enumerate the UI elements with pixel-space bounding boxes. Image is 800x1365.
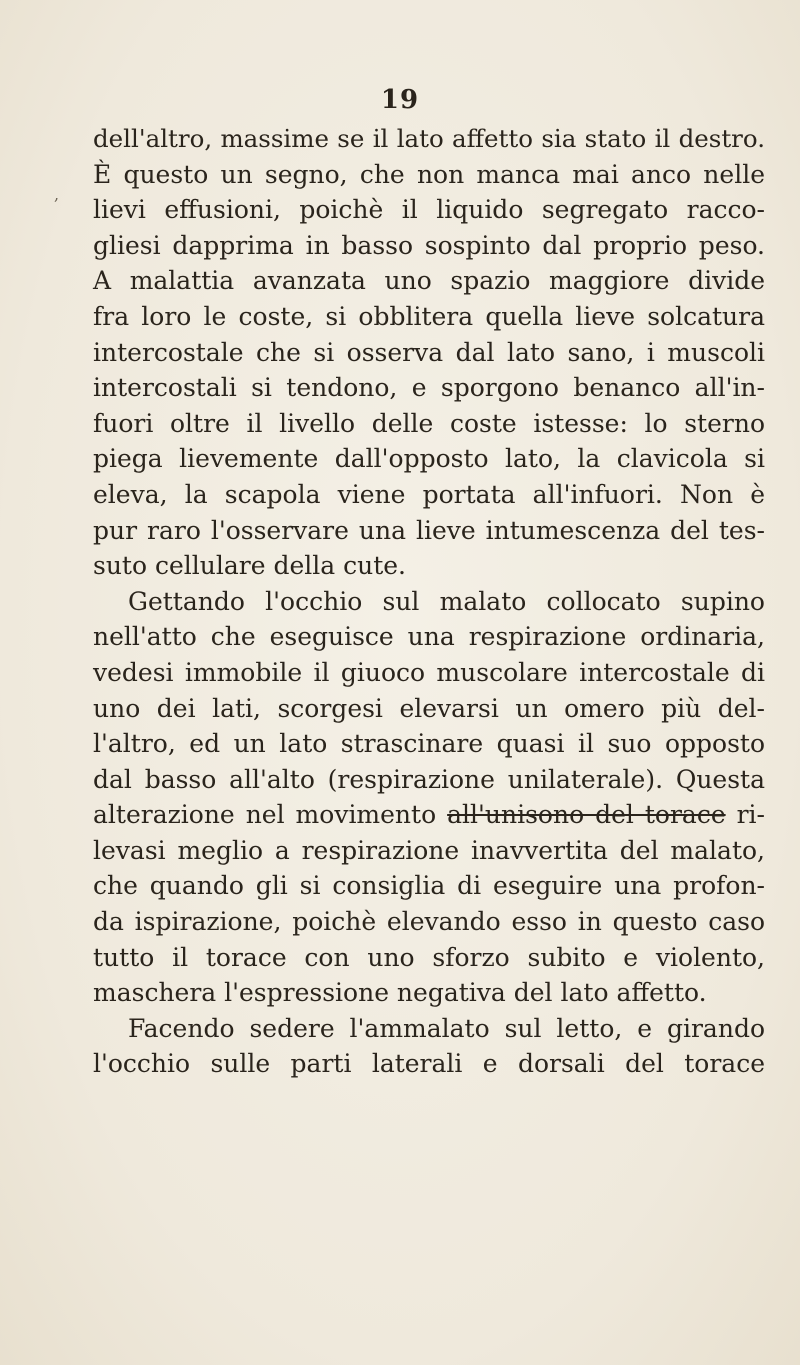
text-line: fra loro le coste, si obblitera quella lieve solcatura xyxy=(93,301,765,331)
text-line: lievi effusioni, poichè il liquido segregato racco- xyxy=(93,195,765,225)
text-line: suto cellulare della cute. xyxy=(93,551,406,581)
text-line: pur raro l'osservare una lieve intumescenza del tes- xyxy=(93,515,765,545)
text-line: gliesi dapprima in basso sospinto dal proprio peso. xyxy=(93,230,765,260)
body-text xyxy=(93,121,765,1082)
text-line: intercostali si tendono, e sporgono benanco all'in- xyxy=(93,373,765,403)
text-segment: ri- xyxy=(725,800,765,830)
text-line: che quando gli si consiglia di eseguire una profon- xyxy=(93,871,765,901)
text-line: fuori oltre il livello delle coste istesse: lo sterno xyxy=(93,408,765,438)
text-line: Facendo sedere l'ammalato sul letto, e girando xyxy=(128,1013,765,1043)
text-line: l'occhio sulle parti laterali e dorsali del torace xyxy=(93,1049,765,1079)
margin-annotations xyxy=(765,735,800,895)
text-line: piega lievemente dall'opposto lato, la clavicola si xyxy=(93,444,765,474)
text-line: da ispirazione, poichè elevando esso in questo caso xyxy=(93,907,765,937)
text-line: l'altro, ed un lato strascinare quasi il suo opposto xyxy=(93,729,765,759)
text-line: uno dei lati, scorgesi elevarsi un omero più del- xyxy=(93,693,765,723)
text-line: Gettando l'occhio sul malato collocato supino xyxy=(128,586,765,616)
text-line: A malattia avanzata uno spazio maggiore divide xyxy=(93,266,765,296)
struck-text: all'unisono del torace xyxy=(447,800,726,830)
text-line xyxy=(93,797,765,833)
text-line: È questo un segno, che non manca mai anco nelle xyxy=(93,159,765,189)
text-line: maschera l'espressione negativa del lato affetto. xyxy=(93,978,707,1008)
text-line: tutto il torace con uno sforzo subito e violento, xyxy=(93,942,765,972)
text-line: levasi meglio a respirazione inavvertita del malato, xyxy=(93,835,765,865)
text-line: dell'altro, massime se il lato affetto sia stato il destro. xyxy=(93,124,765,153)
text-line: intercostale che si osserva dal lato sano, i muscoli xyxy=(93,337,765,367)
text-line: dal basso all'alto (respirazione unilaterale). Questa xyxy=(93,764,765,794)
margin-mark: , xyxy=(54,185,60,204)
text-line: vedesi immobile il giuoco muscolare intercostale di xyxy=(93,657,765,687)
text-line: eleva, la scapola viene portata all'infuori. Non è xyxy=(93,479,765,509)
text-line: nell'atto che eseguisce una respirazione ordinaria, xyxy=(93,622,765,652)
page-number: 19 xyxy=(380,85,420,115)
text-segment: alterazione nel movimento xyxy=(93,800,448,830)
